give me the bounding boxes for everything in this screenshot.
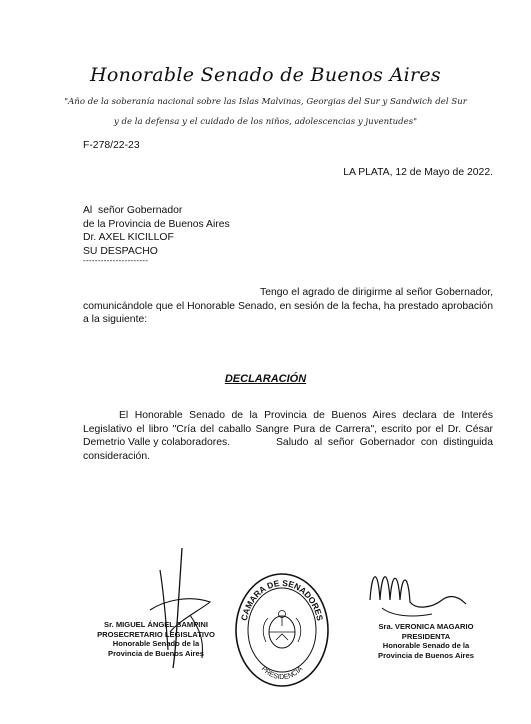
left-signer-org-1: Honorable Senado de la — [112, 639, 200, 649]
svg-text:CAMARA DE SENADORES — [239, 578, 325, 622]
right-signer-name: Sra. VERONICA MAGARIO — [378, 622, 474, 631]
svg-text:PRESIDENCIA — [260, 665, 305, 681]
right-signature-scribble — [362, 560, 472, 630]
letterhead-title: Honorable Senado de Buenos Aires — [90, 64, 441, 86]
left-signer-name: Sr. MIGUEL ÁNGEL BAMPINI — [104, 620, 208, 629]
recipient-separator: ---------------------- — [83, 256, 149, 265]
right-signature-block — [356, 622, 496, 660]
recipient-line-4: SU DESPACHO — [83, 245, 158, 257]
right-signer-org-1: Honorable Senado de la — [382, 641, 470, 651]
left-signature-block — [86, 620, 226, 658]
recipient-line-1: Al señor Gobernador — [83, 205, 183, 216]
left-signer-role: PROSECRETARIO LEGISLATIVO — [97, 629, 215, 639]
body-paragraph-1: Tengo el agrado de dirigirme al señor Gobernador, comunicándole que el Honorable Senado, en sesión de la fecha, ha prestado aprobación a la siguiente: — [83, 287, 493, 325]
recipient-line-2: de la Provincia de Buenos Aires — [83, 218, 230, 230]
body-paragraph-2: El Honorable Senado de la Provincia de Buenos Aires declara de Interés Legislativo el libro "Cría del caballo Sangre Pura de Carrera", escrito por el Dr. César Demetrio Valle y colaboradores. — [83, 410, 493, 448]
file-reference: F-278/22-23 — [83, 140, 140, 151]
motto-line-2: y de la defensa y el cuidado de los niños, adolescencias y juventudes" — [113, 117, 418, 127]
seal-outer-text: CAMARA DE SENADORES — [238, 577, 326, 622]
motto-line-1: "Año de la soberanía nacional sobre las Islas Malvinas, Georgias del Sur y Sandwich del Sur — [64, 97, 467, 107]
left-signer-org-2: Provincia de Buenos Aires — [108, 648, 204, 658]
coat-of-arms-icon — [263, 611, 301, 649]
recipient-block — [83, 204, 230, 258]
declaration-heading: DECLARACIÓN — [224, 373, 307, 385]
seal-inner-text: PRESIDENCIA — [259, 665, 305, 682]
recipient-line-3: Dr. AXEL KICILLOF — [83, 232, 174, 243]
body-paragraph-3: Saludo al señor Gobernador con distinguida consideración. — [83, 437, 493, 462]
right-signer-org-2: Provincia de Buenos Aires — [378, 650, 474, 660]
date-line: LA PLATA, 12 de Mayo de 2022. — [343, 167, 493, 178]
official-seal — [232, 568, 332, 692]
right-signer-role: PRESIDENTA — [401, 631, 451, 641]
